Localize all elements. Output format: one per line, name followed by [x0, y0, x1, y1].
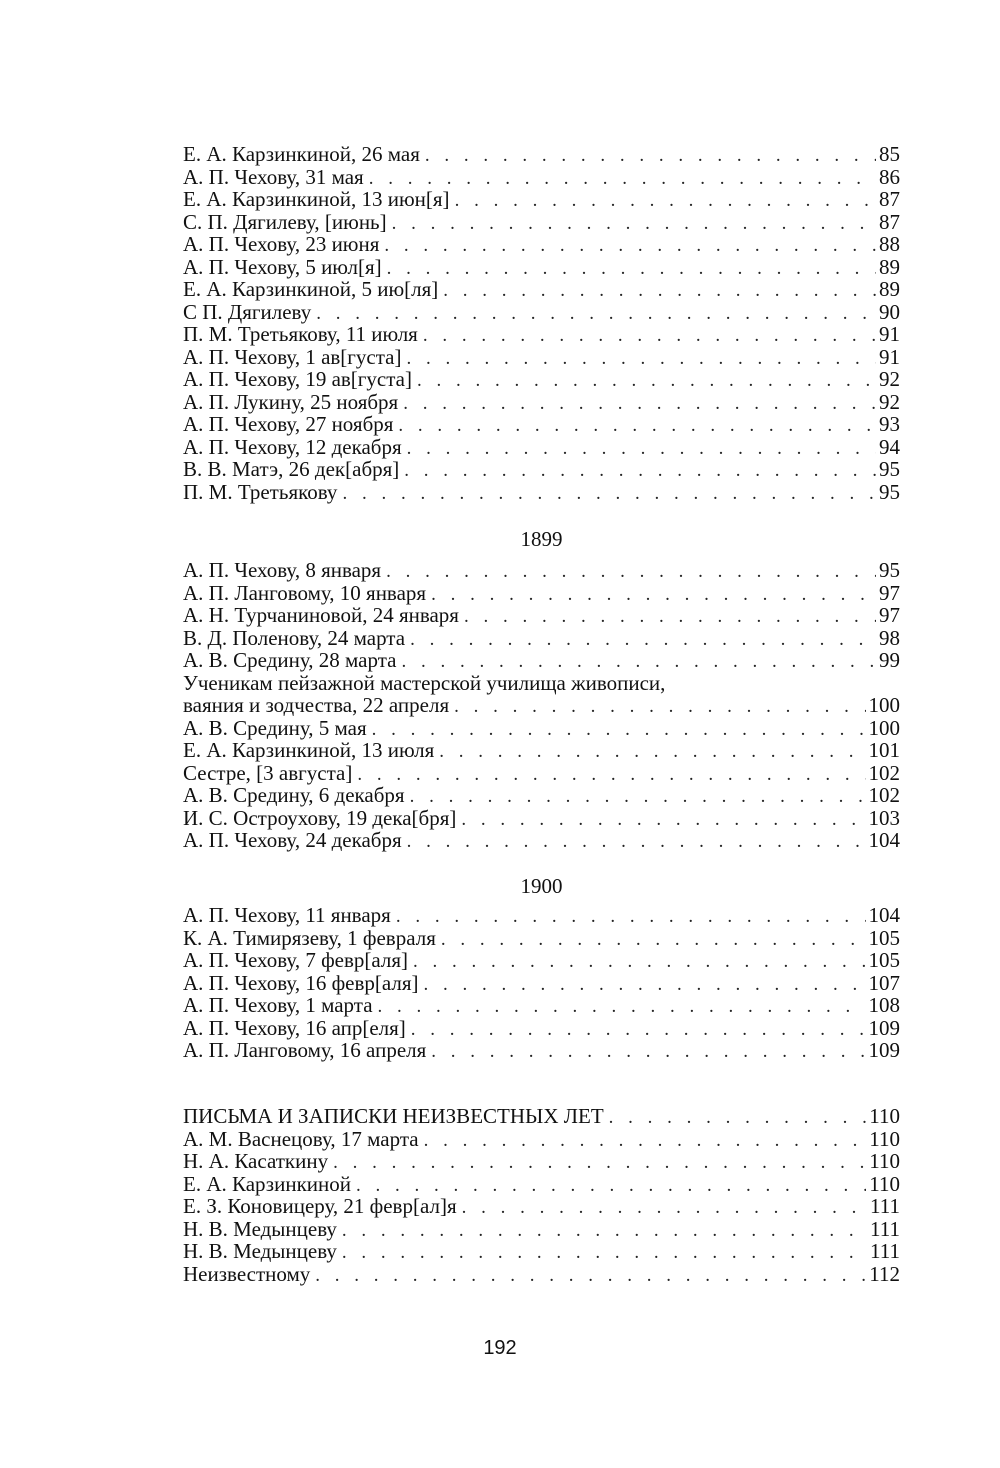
- toc-entry-title: А. П. Чехову, 8 января: [183, 558, 382, 582]
- toc-entry-page: 111: [870, 1216, 900, 1241]
- dot-leader: [372, 719, 866, 742]
- toc-entry-page: 95: [879, 457, 900, 481]
- toc-entry-title: А. П. Лукину, 25 ноября: [183, 389, 399, 414]
- toc-entry: [183, 582, 900, 605]
- toc-entry-page: 93: [879, 412, 900, 436]
- dot-leader: [407, 438, 876, 461]
- toc-entry: [183, 301, 900, 324]
- toc-entry-page: 88: [879, 232, 900, 256]
- toc-entry: [183, 368, 900, 391]
- dot-leader: [423, 325, 876, 348]
- dot-leader: [410, 629, 876, 652]
- dot-leader: [342, 1242, 867, 1265]
- toc-entry-title: Е. З. Коновицеру, 21 февр[ал]я: [183, 1194, 457, 1218]
- toc-entry: [183, 784, 900, 807]
- dot-leader: [441, 929, 866, 952]
- toc-entry-page: 95: [879, 558, 900, 582]
- toc-entry-title: Е. А. Карзинкиной, 13 июн[я]: [183, 187, 450, 211]
- toc-entry-title: А. П. Чехову, 16 февр[аля]: [183, 970, 419, 995]
- dot-leader: [431, 1041, 865, 1064]
- toc-entry-title: А. В. Средину, 6 декабря: [183, 783, 405, 807]
- toc-entry-title: А. П. Чехову, 7 февр[аля]: [183, 948, 409, 972]
- toc-entry-page: 105: [868, 948, 900, 972]
- toc-entry-title: А. П. Чехову, 19 ав[густа]: [183, 367, 412, 391]
- toc-entry-title: Н. В. Медынцеву: [183, 1216, 337, 1241]
- dot-leader: [333, 1152, 866, 1175]
- toc-entry: [183, 1240, 900, 1263]
- toc-entry-page: 103: [868, 805, 900, 830]
- dot-leader: [439, 741, 865, 764]
- toc-entry-title: А. М. Васнецову, 17 марта: [183, 1126, 419, 1151]
- toc-entry-title: Е. А. Карзинкиной: [183, 1171, 351, 1196]
- toc-entry-page: 99: [879, 648, 900, 672]
- toc-entry-page: 101: [868, 738, 900, 762]
- dot-leader: [425, 145, 876, 168]
- toc-entry: [183, 829, 900, 852]
- toc-entry: [183, 436, 900, 459]
- toc-entry: [183, 1218, 900, 1241]
- toc-entry: [183, 1173, 900, 1196]
- toc-group-1898: [183, 143, 900, 503]
- toc-entry-title: А. Н. Турчаниновой, 24 января: [183, 603, 459, 627]
- toc-entry-page: 94: [879, 434, 900, 459]
- toc-entry-page: 108: [868, 993, 900, 1017]
- dot-leader: [378, 996, 866, 1019]
- dot-leader: [406, 348, 876, 371]
- toc-entry-title: В. В. Матэ, 26 дек[абря]: [183, 457, 400, 481]
- toc-entry: [183, 559, 900, 582]
- toc-group-1900: [183, 904, 900, 1062]
- toc-entry-title: А. В. Средину, 28 марта: [183, 648, 397, 672]
- dot-leader: [454, 696, 865, 719]
- toc-multiline-entry: [183, 672, 900, 695]
- dot-leader: [392, 213, 876, 236]
- toc-entry-page: 110: [869, 1149, 900, 1173]
- toc-entry: [183, 1105, 900, 1128]
- toc-entry: [183, 1128, 900, 1151]
- toc-entry: [183, 994, 900, 1017]
- toc-entry-title: Н. В. Медынцеву: [183, 1239, 337, 1263]
- toc-entry-page: 105: [868, 925, 900, 950]
- toc-entry-page: 104: [868, 903, 900, 927]
- toc-entry-page: 102: [868, 783, 900, 807]
- toc-entry-page: 91: [879, 344, 900, 369]
- toc-entry-title: Е. А. Карзинкиной, 26 мая: [183, 142, 420, 166]
- dot-leader: [424, 1130, 867, 1153]
- toc-entry-page: 104: [868, 828, 900, 852]
- toc-entry-title: Неизвестному: [183, 1261, 311, 1286]
- dot-leader: [455, 190, 876, 213]
- toc-entry: [183, 807, 900, 830]
- toc-entry-page: 86: [879, 164, 900, 189]
- toc-entry-title: П. М. Третьякову, 11 июля: [183, 322, 418, 346]
- toc-entry-page: 100: [868, 715, 900, 740]
- toc-group-1899-cont: [183, 694, 900, 852]
- toc-entry: [183, 188, 900, 211]
- year-heading-1900: 1900: [520, 874, 563, 898]
- toc-entry: [183, 413, 900, 436]
- toc-entry: [183, 1263, 900, 1286]
- toc-entry: [183, 323, 900, 346]
- dot-leader: [384, 235, 876, 258]
- toc-entry-page: 87: [879, 209, 900, 234]
- toc-entry: [183, 739, 900, 762]
- toc-entry-page: 112: [869, 1261, 900, 1286]
- dot-leader: [396, 906, 866, 929]
- toc-entry-title: Е. А. Карзинкиной, 5 ию[ля]: [183, 277, 439, 301]
- toc-group-1899: [183, 559, 900, 672]
- toc-entry: [183, 904, 900, 927]
- toc-entry-title: А. П. Чехову, 31 мая: [183, 164, 364, 189]
- toc-entry-title: А. П. Ланговому, 16 апреля: [183, 1038, 427, 1062]
- toc-entry-page: 89: [879, 277, 900, 301]
- toc-entry-title: П. М. Третьякову: [183, 479, 338, 504]
- toc-entry-page: 110: [869, 1104, 900, 1128]
- toc-entry-page: 90: [879, 299, 900, 324]
- toc-entry-title: А. П. Чехову, 12 декабря: [183, 434, 402, 459]
- dot-leader: [387, 258, 876, 281]
- dot-leader: [461, 809, 865, 832]
- toc-entry-page: 111: [870, 1194, 900, 1218]
- toc-entry-page: 92: [879, 389, 900, 414]
- year-heading-1899: 1899: [520, 527, 563, 551]
- toc-entry-title: Сестре, [3 августа]: [183, 760, 353, 785]
- toc-entry-title: А. П. Чехову, 23 июня: [183, 232, 380, 256]
- dot-leader: [462, 1197, 867, 1220]
- toc-entry-title: А. П. Чехову, 5 июл[я]: [183, 254, 382, 279]
- toc-entry: [183, 346, 900, 369]
- toc-entry-title: ваяния и зодчества, 22 апреля: [183, 693, 450, 717]
- toc-entry-page: 91: [879, 322, 900, 346]
- toc-entry: [183, 762, 900, 785]
- toc-entry-page: 87: [879, 187, 900, 211]
- toc-entry-page: 111: [870, 1239, 900, 1263]
- dot-leader: [398, 415, 876, 438]
- toc-entry-title: К. А. Тимирязеву, 1 февраля: [183, 925, 436, 950]
- toc-entry-page: 97: [879, 603, 900, 627]
- toc-entry-line: Ученикам пейзажной мастерской училища живописи,: [183, 671, 666, 695]
- dot-leader: [407, 831, 866, 854]
- toc-entry: [183, 1017, 900, 1040]
- dot-leader: [464, 606, 876, 629]
- toc-entry-title: И. С. Остроухову, 19 дека[бря]: [183, 805, 457, 830]
- toc-entry: [183, 458, 900, 481]
- toc-entry-page: 110: [869, 1126, 900, 1151]
- toc-entry-title: С П. Дягилеву: [183, 299, 312, 324]
- toc-entry-title: Н. А. Касаткину: [183, 1149, 329, 1173]
- toc-entry-title: Е. А. Карзинкиной, 13 июля: [183, 738, 435, 762]
- dot-leader: [609, 1107, 867, 1130]
- dot-leader: [417, 370, 876, 393]
- toc-entry: [183, 1195, 900, 1218]
- toc-entry: [183, 211, 900, 234]
- toc-entry: [183, 949, 900, 972]
- dot-leader: [357, 764, 865, 787]
- toc-entry-title: А. П. Чехову, 27 ноября: [183, 412, 394, 436]
- dot-leader: [410, 786, 866, 809]
- toc-entry: [183, 627, 900, 650]
- toc-entry: [183, 233, 900, 256]
- toc-entry: [183, 278, 900, 301]
- toc-entry-title: А. П. Чехову, 1 ав[густа]: [183, 344, 402, 369]
- toc-entry-title: А. П. Чехову, 24 декабря: [183, 828, 402, 852]
- dot-leader: [443, 280, 876, 303]
- toc-entry-page: 97: [879, 580, 900, 605]
- page-number: 192: [483, 1337, 517, 1359]
- dot-leader: [403, 393, 876, 416]
- toc-entry-page: 110: [869, 1171, 900, 1196]
- toc-entry-page: 89: [879, 254, 900, 279]
- toc-entry-page: 92: [879, 367, 900, 391]
- toc-entry: [183, 1039, 900, 1062]
- dot-leader: [411, 1019, 866, 1042]
- toc-entry-page: 109: [868, 1015, 900, 1040]
- dot-leader: [342, 483, 876, 506]
- toc-entry-title: А. П. Ланговому, 10 января: [183, 580, 427, 605]
- toc-entry-page: 98: [879, 625, 900, 650]
- toc-entry-page: 102: [868, 760, 900, 785]
- toc-entry-title: С. П. Дягилеву, [июнь]: [183, 209, 387, 234]
- dot-leader: [431, 584, 876, 607]
- toc-group-unknown-years: [183, 1105, 900, 1285]
- toc-entry: [183, 166, 900, 189]
- toc-entry: [183, 1150, 900, 1173]
- toc-entry-title: А. П. Чехову, 1 марта: [183, 993, 373, 1017]
- toc-entry: [183, 972, 900, 995]
- toc-entry: [183, 143, 900, 166]
- toc-entry: [183, 717, 900, 740]
- toc-entry: [183, 604, 900, 627]
- toc-entry: [183, 927, 900, 950]
- toc-entry: [183, 649, 900, 672]
- toc-entry-page: 95: [879, 479, 900, 504]
- dot-leader: [404, 460, 876, 483]
- toc-entry-page: 100: [868, 693, 900, 717]
- toc-entry-title: В. Д. Поленову, 24 марта: [183, 625, 406, 650]
- toc-entry-title: А. В. Средину, 5 мая: [183, 715, 367, 740]
- toc-entry-title: А. П. Чехову, 11 января: [183, 903, 391, 927]
- toc-entry: [183, 694, 900, 717]
- dot-leader: [413, 951, 865, 974]
- toc-entry: [183, 481, 900, 504]
- toc-entry-title: А. П. Чехову, 16 апр[еля]: [183, 1015, 406, 1040]
- dot-leader: [315, 1265, 866, 1288]
- toc-entry-page: 107: [868, 970, 900, 995]
- dot-leader: [386, 561, 876, 584]
- toc-entry: [183, 256, 900, 279]
- toc-entry-title: ПИСЬМА И ЗАПИСКИ НЕИЗВЕСТНЫХ ЛЕТ: [183, 1104, 604, 1128]
- toc-entry-page: 109: [868, 1038, 900, 1062]
- toc-entry: [183, 391, 900, 414]
- dot-leader: [424, 974, 866, 997]
- toc-entry-page: 85: [879, 142, 900, 166]
- dot-leader: [342, 1220, 867, 1243]
